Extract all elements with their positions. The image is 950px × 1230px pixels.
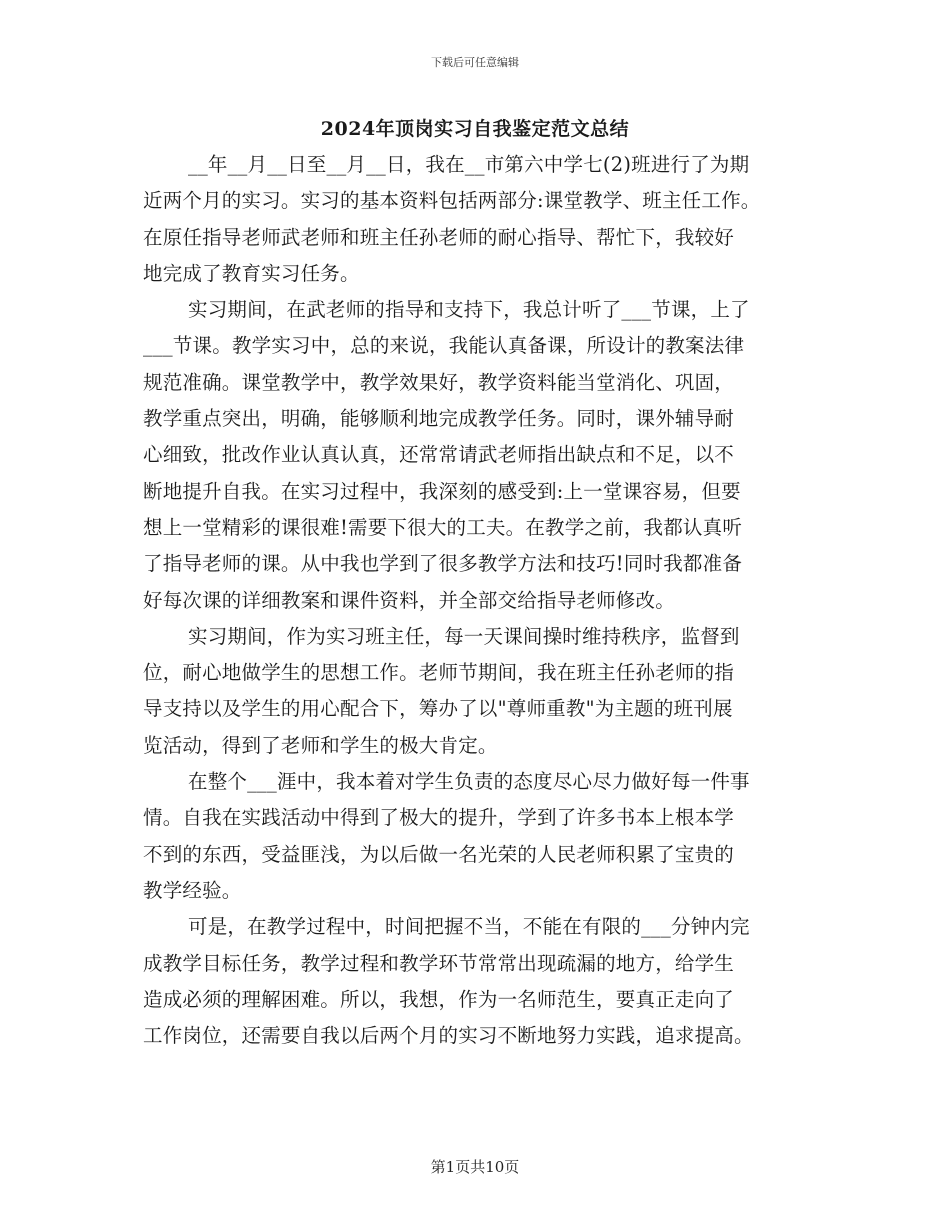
paragraph-5-line-3: 造成必须的理解困难。所以，我想，作为一名师范生，要真正走向了	[143, 987, 735, 1011]
paragraph-2-line-5: 心细致，批改作业认真认真，还常常请武老师指出缺点和不足，以不	[143, 443, 735, 467]
paragraph-2-line-9: 好每次课的详细教案和课件资料，并全部交给指导老师修改。	[143, 588, 675, 612]
paragraph-2-line-4: 教学重点突出，明确，能够顺利地完成教学任务。同时，课外辅导耐	[143, 407, 735, 431]
paragraph-2-line-2: ___节课。教学实习中，总的来说，我能认真备课，所设计的教案法律	[143, 334, 745, 358]
paragraph-2-line-1: 实习期间，在武老师的指导和支持下，我总计听了___节课，上了	[188, 298, 750, 322]
paragraph-2-line-6: 断地提升自我。在实习过程中，我深刻的感受到:上一堂课容易，但要	[143, 479, 741, 503]
header-note: 下载后可任意编辑	[431, 56, 519, 69]
paragraph-5-line-1: 可是，在教学过程中，时间把握不当，不能在有限的___分钟内完	[188, 915, 750, 939]
page-footer: 第1页共10页	[430, 1158, 520, 1176]
paragraph-1-line-1: __年__月__日至__月__日，我在__市第六中学七(2)班进行了为期	[188, 153, 750, 176]
paragraph-1-line-4: 地完成了教育实习任务。	[143, 261, 360, 285]
paragraph-3-line-3: 导支持以及学生的用心配合下，筹办了以"尊师重教"为主题的班刊展	[143, 697, 733, 721]
paragraph-2-line-3: 规范准确。课堂教学中，教学效果好，教学资料能当堂消化、巩固，	[143, 370, 735, 394]
document-body	[143, 147, 823, 1054]
paragraph-2-line-8: 了指导老师的课。从中我也学到了很多教学方法和技巧!同时我都准备	[143, 552, 743, 576]
paragraph-2-line-7: 想上一堂精彩的课很难!需要下很大的工夫。在教学之前，我都认真听	[143, 515, 743, 539]
paragraph-4-line-3: 不到的东西，受益匪浅，为以后做一名光荣的人民老师积累了宝贵的	[143, 842, 735, 866]
paragraph-3-line-2: 位，耐心地做学生的思想工作。老师节期间，我在班主任孙老师的指	[143, 661, 735, 685]
paragraph-1-line-3: 在原任指导老师武老师和班主任孙老师的耐心指导、帮忙下，我较好	[143, 225, 735, 249]
paragraph-4-line-2: 情。自我在实践活动中得到了极大的提升，学到了许多书本上根本学	[143, 806, 735, 830]
paragraph-3-line-1: 实习期间，作为实习班主任，每一天课间操时维持秩序，监督到	[188, 624, 740, 648]
paragraph-5-line-4: 工作岗位，还需要自我以后两个月的实习不断地努力实践，追求提高。	[143, 1024, 754, 1048]
document-title: 2024年顶岗实习自我鉴定范文总结	[320, 118, 630, 140]
paragraph-1-line-2: 近两个月的实习。实习的基本资料包括两部分:课堂教学、班主任工作。	[143, 189, 761, 213]
paragraph-4-line-1: 在整个___涯中，我本着对学生负责的态度尽心尽力做好每一件事	[188, 770, 750, 794]
paragraph-3-line-4: 览活动，得到了老师和学生的极大肯定。	[143, 733, 498, 757]
paragraph-5-line-2: 成教学目标任务，教学过程和教学环节常常出现疏漏的地方，给学生	[143, 951, 735, 975]
paragraph-4-line-4: 教学经验。	[143, 878, 242, 902]
